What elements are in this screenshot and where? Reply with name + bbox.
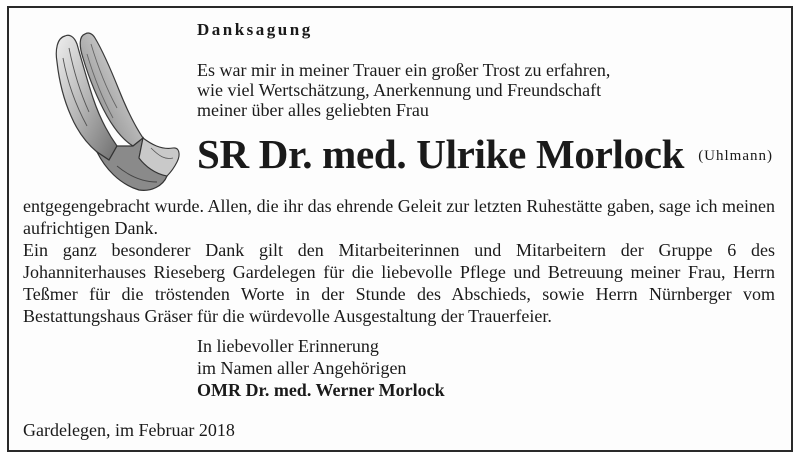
deceased-name-row bbox=[197, 130, 773, 178]
body-paragraph: entgegengebracht wurde. Allen, die ihr das ehrende Geleit zur letzten Ruhestätte gaben, sage ich meinen aufrichtigen Dank. bbox=[23, 196, 775, 238]
intro-line: Es war mir in meiner Trauer ein großer Trost zu erfahren, bbox=[197, 60, 611, 80]
maiden-name: (Uhlmann) bbox=[698, 148, 774, 164]
closing-line: In liebevoller Erinnerung bbox=[197, 336, 379, 356]
signer-name: OMR Dr. med. Werner Morlock bbox=[197, 380, 445, 400]
intro-text bbox=[197, 60, 610, 120]
praying-hands-icon bbox=[47, 28, 187, 193]
closing-line: im Namen aller Angehörigen bbox=[197, 358, 407, 378]
body-text bbox=[23, 195, 775, 327]
closing-block bbox=[197, 335, 445, 401]
place-date: Gardelegen, im Februar 2018 bbox=[23, 420, 235, 440]
intro-line: meiner über alles geliebten Frau bbox=[197, 100, 429, 120]
intro-line: wie viel Wertschätzung, Anerkennung und Freundschaft bbox=[197, 80, 602, 100]
body-paragraph: Ein ganz besonderer Dank gilt den Mitarbeiterinnen und Mitarbeitern der Gruppe 6 des Johanniterhauses Rieseberg Gardelegen für die liebevolle Pflege und Betreuung meiner Frau, Herrn Teßmer für die tröstenden Worte in der Stunde des Abschieds, sowie Herrn Nürnberger vom Bestattungshaus Gräser für die würdevolle Ausgestaltung der Trauerfeier. bbox=[23, 240, 775, 326]
deceased-name: SR Dr. med. Ulrike Morlock bbox=[197, 131, 685, 177]
notice-heading: Danksagung bbox=[197, 20, 313, 39]
obituary-notice bbox=[7, 6, 793, 452]
